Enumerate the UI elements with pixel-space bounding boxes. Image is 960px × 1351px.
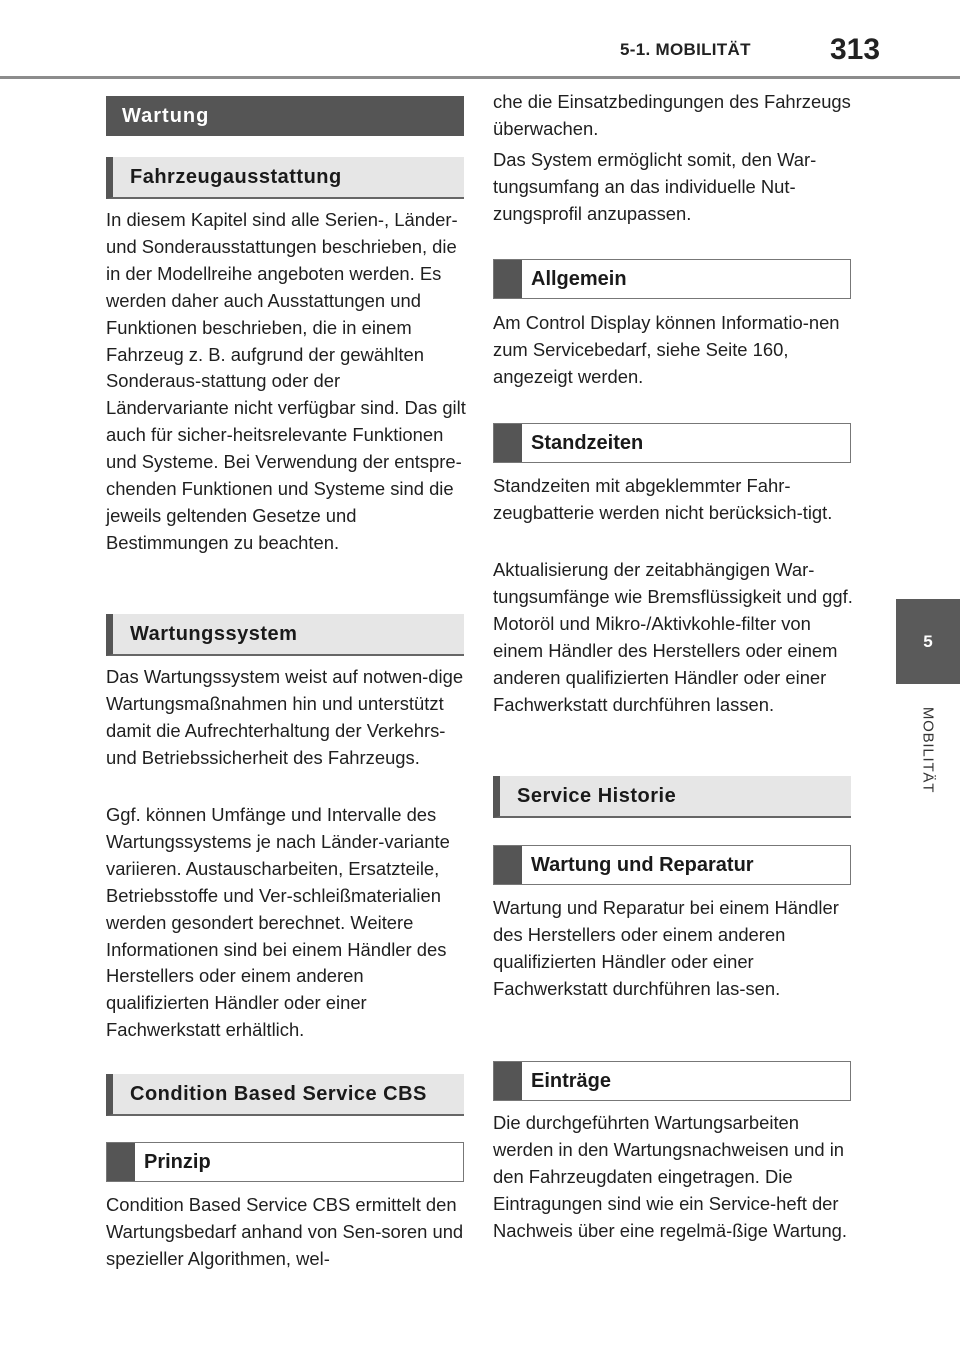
paragraph-standzeiten-1: Standzeiten mit abgeklemmter Fahr-zeugbatterie werden nicht berücksich-tigt. <box>493 475 833 523</box>
chapter-number: 5 <box>923 631 933 651</box>
paragraph-eintraege: Die durchgeführten Wartungsarbeiten werden in den Wartungsnachweisen und in den Fahrzeugdaten eingetragen. Die Eintragungen sind wie ein Service-heft der Nachweis über eine regelmä-ßige Wartung. <box>493 1112 848 1241</box>
heading-allgemein-text: Allgemein <box>531 267 627 290</box>
page-number: 313 <box>830 33 881 66</box>
paragraph-wartungssystem-1: Das Wartungssystem weist auf notwen-dige Wartungsmaßnahmen hin und unterstützt damit die Aufrechterhaltung der Verkehrs- und Betriebssicherheit des Fahrzeugs. <box>106 666 464 768</box>
heading-fahrzeugausstattung-text: Fahrzeugausstattung <box>130 165 342 188</box>
heading-wartung-reparatur <box>493 845 851 885</box>
heading-standzeiten-text: Standzeiten <box>531 431 644 454</box>
heading-prinzip-bar <box>107 1143 135 1181</box>
heading-standzeiten <box>493 423 851 463</box>
heading-allgemein <box>493 259 851 299</box>
heading-wartungssystem-text: Wartungssystem <box>130 622 298 645</box>
heading-prinzip <box>106 1142 464 1182</box>
heading-prinzip-text: Prinzip <box>144 1150 211 1173</box>
paragraph-fahrzeugausstattung: In diesem Kapitel sind alle Serien-, Länder- und Sonderausstattungen beschrieben, die in der Modellreihe angeboten werden. Es werden daher auch Ausstattungen und Funktionen beschrieben, die in einem Fahrzeug z. B. aufgrund der gewählten Sonderaus-stattung oder der Ländervariante nicht verfügbar sind. Das gilt auch für sicher-heitsrelevante Funktionen und Systeme. Bei Verwendung der entspre-chenden Funktionen und Systeme sind die jeweils geltenden Gesetze und Bestimmungen zu beachten. <box>106 209 466 553</box>
header-divider <box>0 76 960 79</box>
heading-cbs-text: Condition Based Service CBS <box>130 1082 427 1105</box>
paragraph-standzeiten-2: Aktualisierung der zeitabhängigen War-tungsumfänge wie Bremsflüssigkeit und ggf. Motoröl und Mikro-/Aktivkohle-filter von einem Händler des Herstellers oder einem anderen qualifizierten Händler oder einer Fachwerkstatt durchführen lassen. <box>493 559 853 715</box>
heading-wartungssystem <box>106 614 464 656</box>
paragraph-prinzip: Condition Based Service CBS ermittelt den Wartungsbedarf anhand von Sen-soren und spezieller Algorithmen, wel- <box>106 1194 464 1269</box>
heading-eintraege <box>493 1061 851 1101</box>
paragraph-prinzip-continued-1: che die Einsatzbedingungen des Fahrzeugs überwachen. <box>493 91 851 139</box>
chapter-tab[interactable] <box>896 599 960 684</box>
heading-eintraege-text: Einträge <box>531 1069 612 1092</box>
heading-wartung-reparatur-bar <box>494 846 522 884</box>
heading-allgemein-bar <box>494 260 522 298</box>
heading-fahrzeugausstattung <box>106 157 464 199</box>
heading-service-historie-text: Service Historie <box>517 784 677 807</box>
heading-wartung-reparatur-text: Wartung und Reparatur <box>531 853 754 876</box>
heading-cbs <box>106 1074 464 1116</box>
paragraph-allgemein: Am Control Display können Informatio-nen zum Servicebedarf, siehe Seite 160, angezeigt werden. <box>493 312 840 387</box>
paragraph-wartung-reparatur: Wartung und Reparatur bei einem Händler des Herstellers oder einem anderen qualifizierten Händler oder einer Fachwerkstatt durchführen las-sen. <box>493 897 839 999</box>
heading-standzeiten-bar <box>494 424 522 462</box>
section-title: 5-1. MOBILITÄT <box>620 40 751 59</box>
chapter-label: MOBILITÄT <box>919 706 937 794</box>
paragraph-prinzip-continued-2: Das System ermöglicht somit, den War-tungsumfang an das individuelle Nut-zungsprofil anzupassen. <box>493 149 817 224</box>
heading-wartung <box>106 96 464 136</box>
heading-eintraege-bar <box>494 1062 522 1100</box>
heading-wartung-text: Wartung <box>122 104 210 127</box>
heading-service-historie <box>493 776 851 818</box>
paragraph-wartungssystem-2: Ggf. können Umfänge und Intervalle des Wartungssystems je nach Länder-variante variieren. Austauscharbeiten, Ersatzteile, Betriebsstoffe und Ver-schleißmaterialien werden gesondert berechnet. Weitere Informationen sind bei einem Händler des Herstellers oder einem anderen qualifizierten Händler oder einer Fachwerkstatt erhältlich. <box>106 804 450 1041</box>
